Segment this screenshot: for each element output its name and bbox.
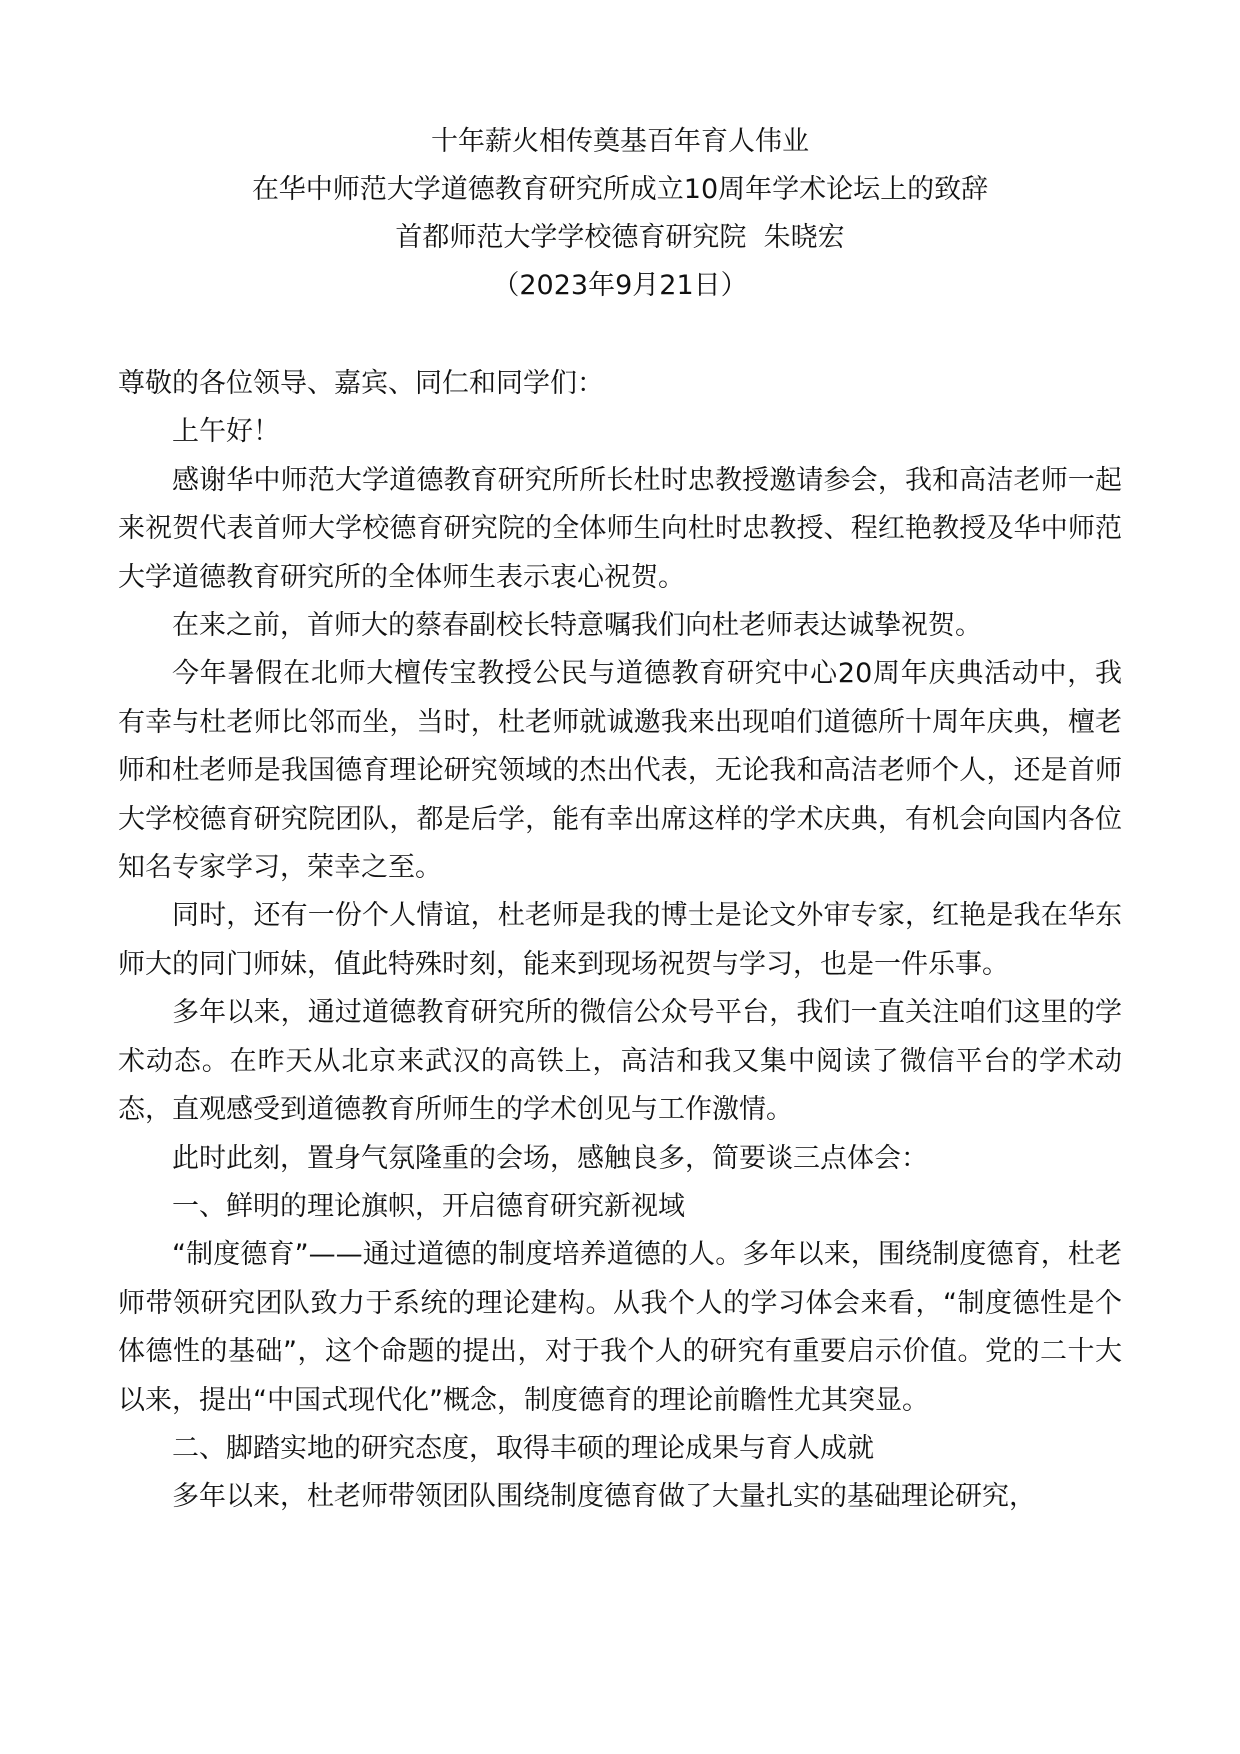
paragraph: 多年以来，通过道德教育研究所的微信公众号平台，我们一直关注咱们这里的学术动态。在昨天从北京来武汉的高铁上，高洁和我又集中阅读了微信平台的学术动态，直观感受到道德教育所师生的学术创见与工作激情。 xyxy=(118,997,1122,1126)
author-line: 首都师范大学学校德育研究院 朱晓宏 xyxy=(395,222,845,253)
section-heading: 一、鲜明的理论旗帜，开启德育研究新视域 xyxy=(172,1190,685,1222)
paragraph: 今年暑假在北师大檀传宝教授公民与道德教育研究中心20周年庆典活动中，我有幸与杜老师比邻而坐，当时，杜老师就诚邀我来出现咱们道德所十周年庆典，檀老师和杜老师是我国德育理论研究领域的杰出代表，无论我和高洁老师个人，还是首师大学校德育研究院团队，都是后学，能有幸出席这样的学术庆典，有机会向国内各位知名专家学习，荣幸之至。 xyxy=(118,658,1122,884)
paragraph: 在来之前，首师大的蔡春副校长特意嘱我们向杜老师表达诚挚祝贺。 xyxy=(172,610,982,642)
date-line: （2023年9月21日） xyxy=(492,270,748,301)
salutation: 尊敬的各位领导、嘉宾、同仁和同学们： xyxy=(118,368,604,399)
section-heading: 二、脚踏实地的研究态度，取得丰硕的理论成果与育人成就 xyxy=(172,1432,874,1464)
paragraph: 此时此刻，置身气氛隆重的会场，感触良多，简要谈三点体会： xyxy=(172,1142,928,1174)
speech-subtitle: 在华中师范大学道德教育研究所成立10周年学术论坛上的致辞 xyxy=(251,174,989,205)
paragraph: “制度德育”——通过道德的制度培养道德的人。多年以来，围绕制度德育，杜老师带领研究团队致力于系统的理论建构。从我个人的学习体会来看，“制度德性是个体德性的基础”，这个命题的提出，对于我个人的研究有重要启示价值。党的二十大以来，提出“中国式现代化”概念，制度德育的理论前瞻性尤其突显。 xyxy=(118,1239,1122,1416)
speech-title: 十年薪火相传奠基百年育人伟业 xyxy=(431,126,809,157)
document-header xyxy=(0,118,1240,310)
speech-body xyxy=(118,360,1122,1522)
paragraph: 同时，还有一份个人情谊，杜老师是我的博士是论文外审专家，红艳是我在华东师大的同门师妹，值此特殊时刻，能来到现场祝贺与学习，也是一件乐事。 xyxy=(118,900,1122,980)
greeting: 上午好！ xyxy=(172,416,280,448)
paragraph: 感谢华中师范大学道德教育研究所所长杜时忠教授邀请参会，我和高洁老师一起来祝贺代表首师大学校德育研究院的全体师生向杜时忠教授、程红艳教授及华中师范大学道德教育研究所的全体师生表示衷心祝贺。 xyxy=(118,464,1122,593)
paragraph: 多年以来，杜老师带领团队围绕制度德育做了大量扎实的基础理论研究， xyxy=(172,1481,1036,1513)
